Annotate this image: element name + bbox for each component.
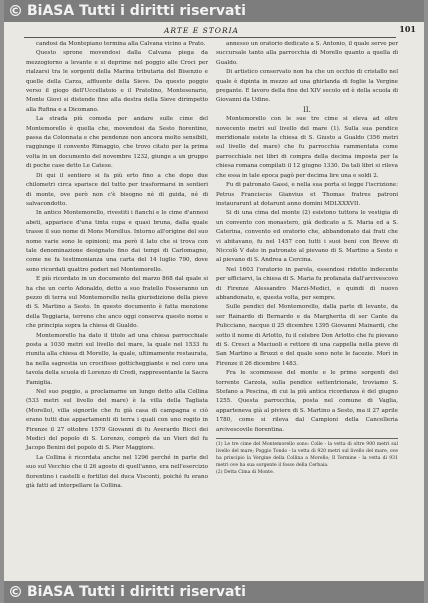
page-header	[24, 22, 416, 38]
paragraph: candosi da Montepiano termina alla Calvana vicino a Prato.	[36, 41, 206, 47]
paragraph: Montemorello ha dato il titolo ad una chiesa parrocchiale posta a 1030 metri sul livello del mare, la quale nel 1533 fu riunita alla chiesa di Morello, la quale, ultimamente restaurata, ha nella sagrestia un crocifisso gotticheggiante e nel coro una tavola della scuola di Lorenzo di Credi, rappresentante la Sacra Famiglia.	[26, 332, 208, 386]
page-number: 101	[399, 24, 416, 34]
paragraph: Di qui il sentiero si fa più erto fino a che dopo due chilometri circa sparisce del tutto per trasformarsi in sentieri di monte, ove però non c'è bisogno né di guida, né di salvacondotto.	[26, 172, 208, 207]
copyright-icon: ©	[8, 583, 23, 601]
paragraph: Nel suo poggio, a proclamarne un lungo detto alla Collina (533 metri sul livello del mare) è la villa della Tagliata (Morello), villa signorile che fu già casa di campagna e ciò erano tutti due appartamenti di terra i quali con uno rogito in Firenze il 27 ottobre 1579 Giovanni di fu Averardo Bicci dei Medici del popolo di S. Lorenzo, comprò da un Vieri del fu Jacopo Benini del popolo di S. Pier Maggiore.	[26, 389, 208, 452]
document-page	[4, 0, 424, 603]
watermark-text: BiASA Tutti i diritti riservati	[27, 3, 246, 19]
paragraph: Si di una cima del monte (2) esistono tuttora le vestigia di un convento con monastero, già dedicato a S. Maria ed a S. Caterina, convento ed oratorio che, abbandonato dai frati che vi abitavano, fu nel 1457 con tutti i suoi beni con Breve di Niccolò V dato in patronato al pievano di S. Martino a Sesto e al pievano di S. Andrea a Cercina.	[216, 210, 398, 264]
watermark-banner-bottom	[4, 581, 424, 603]
footnote: (1) Le tre cime del Montemorello sono: Colle - la vetta di oltre 900 metri sul livello del mare; Poggio Tondo - la vetta di 920 metri sul livello del mare, ove ha principio la Vergine della Collina a Morello; Il Termine - la vetta di 931 metri ove ha sua sorgente il fosso della Cerbaia.	[216, 442, 398, 469]
paragraph: Questo sprone movendosi dalla Calvana piega da mezzogiorno a levante e si deprime nel poggio alle Croci per rialzarsi tra le sorgenti della Marina tributaria del Bisenzio e quelle della Carza, affluente della Sieve. Da questo poggio verso il giogo dell'Uccellatoio e il Pratolino, Montesenario, Monte Giovi si distende fino alla destra della Sieve dirimpetto alla Rufina e a Dicomano.	[26, 50, 208, 113]
paragraph: La strada più comoda per andare sulle cime del Montemorello è quella che, movendosi da Sesto fiorentino, passa da Colonnata e che pendenze non ancora molto sensibili, raggiunge il convento Rimaggio, che trovo citato per la prima volta in un documento del novembre 1232, giunge a un gruppo di poche case detto Le Catese.	[26, 116, 208, 170]
watermark-banner-top	[4, 0, 424, 22]
header-rule	[24, 37, 396, 38]
section-heading: II.	[303, 105, 311, 114]
paragraph: Fu di patronato Gassi, e nella sua porta si legge l'iscrizione: Petrus Franciscus Gianvius et Thomas fratres patroni instaurarunt at dotarunt anno domini MDLXXXVII.	[216, 182, 398, 207]
paragraph: Montemorello con le sue tre cime si eleva ad oltre novecento metri sul livello del mare (1). Sulla sua pendice meridionale esiste la chiesa di S. Giusto a Gualdo (356 metri sul livello del mare) che fu parrocchia rammentata come parrocchiale nei libri di compra della decima imposta per la chiesa romana compilati il 12 giugno 1330. Da tali libri si rileva che essa in tale epoca pagò per decima lire una e soldi 2.	[216, 116, 398, 179]
paragraph: Nel 1603 l'oratorio in parola, essendosi ridotto indecente per ufficiarvi, la chiesa di S. Maria fu profanata dall'arcivescovo di Firenze Alessandro Marzi-Medici, e quindi di nuovo abbandonato, e, questa volta, per sempre.	[216, 266, 398, 301]
left-column	[26, 40, 208, 492]
paragraph: In antico Montemorello, rivestiti i fianchi e le cime d'annosi abeti, apparisce d'una tinta cupa e quasi bruna, dalla quale trasse il suo nome di Mons Morellus. Intorno all'origine del suo nome varie sono le opinioni; ma però il lato che si trova con tale denominazione designato fino dai tempi di Carlomagno, come ne fa testimonianza una carta del 14 luglio 790, dove sono ricordati quattro poderi nel Montemorello.	[26, 210, 208, 273]
paragraph: annesso un oratorio dedicato a S. Antonio, il quale serve per succursale tanto alla parrocchia di Morello quanto a quella di Gualdo.	[216, 41, 398, 66]
paragraph: Sulle pendici del Montemorello, dalla parte di levante, da ser Rainardo di Bernardo e da Margherita di ser Cante da Pulicciano, nacque il 25 dicembre 1395 Giovanni Mainardi, che sotto il nome di Arlotto, fu il celebre Don Arlotto che fu pievano di S. Cresci a Maciuoli e rettore di una cappella nella pieve di San Martino a Brozzi e del quale sono note le facezie. Morì in Firenze il 26 dicembre 1483.	[216, 304, 398, 367]
paragraph: Fra le scommesse del monte e le prime sorgenti del torrente Carzola, sulla pendice settentrionale, troviamo S. Stefano a Pescina, di cui la più antica ricordanza è del giugno 1255. Questa parrocchia, posta nel comune di Vaglia, apparteneva già al piviere di S. Martino a Sesto, ma il 27 aprile 1780, come si rileva dal Campioni della Cancelleria arcivescovile fiorentina.	[216, 370, 398, 433]
footnote: (2) Detta Cima di Monte.	[216, 470, 275, 476]
paragraph: E più ricordato in un documento del marzo 868 dal quale si ha che un certo Adonaldo, detto a suo fratello Fosseranno un pezzo di terra sul Montemorello nella giurisdizione della pieve di S. Martino a Sesto. In questo documento è fatta menzione della Teggiaria, terreno che anco oggi conserva questo nome e che principia sopra la chiesa di Gualdo.	[26, 276, 208, 330]
watermark-text: BiASA Tutti i diritti riservati	[27, 584, 246, 600]
paragraph: La Collina è ricordata anche nel 1296 perché in parte del suo sul Vecchio che il 26 agosto di quell'anno, era nell'esercizio fiorentino i castelli e fortilizi del duca Visconti, poiché fu erano già fatti ad interpellare la Collina.	[26, 454, 208, 490]
paragraph: Di artistico conservato non ha che un occhio di cristallo nel quale è dipinta in mezzo ad una ghirlanda di foglie la Vergine pregante. E lavoro della fine del XIV secolo ed è della scuola di Giovanni da Udine.	[216, 69, 398, 104]
running-title: ARTE E STORIA	[164, 26, 239, 35]
right-column	[216, 40, 398, 476]
copyright-icon: ©	[8, 2, 23, 20]
footnotes	[216, 438, 398, 476]
